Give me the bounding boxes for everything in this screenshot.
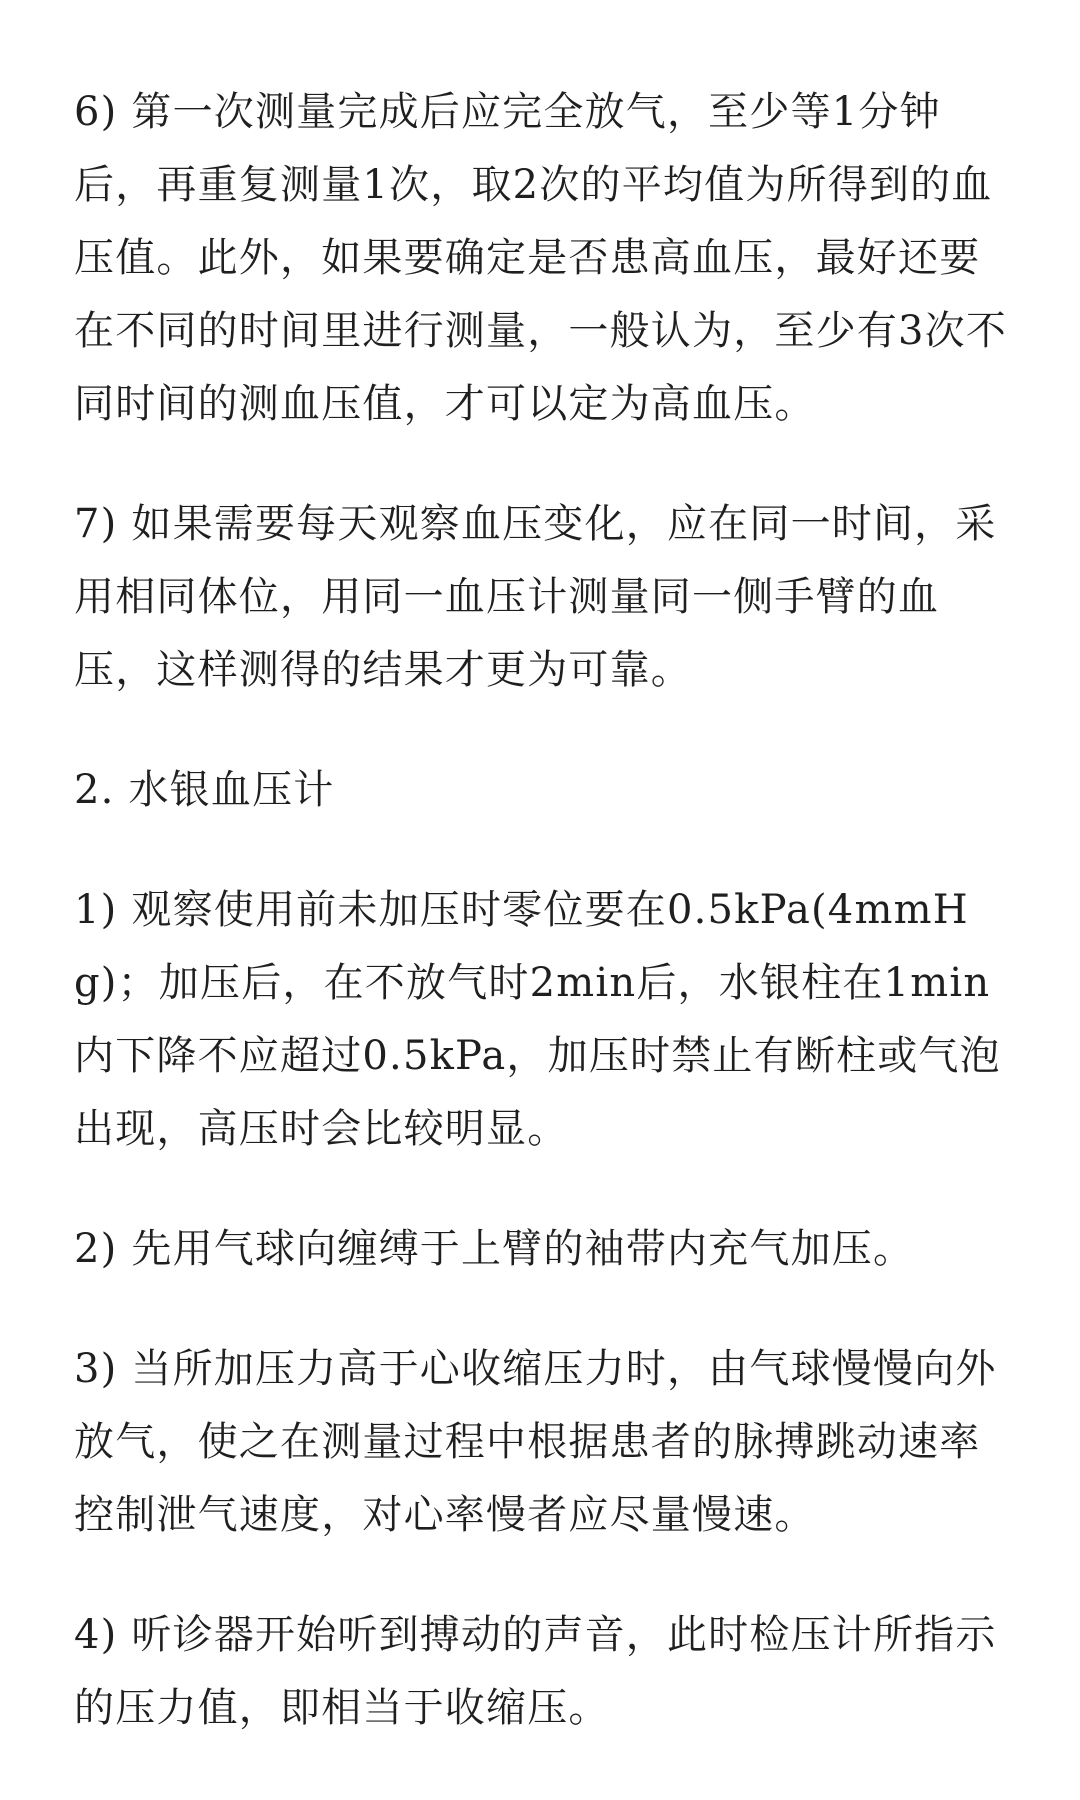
paragraph-step-7: 7) 如果需要每天观察血压变化，应在同一时间，采用相同体位，用同一血压计测量同一侧手臂的血压，这样测得的结果才更为可靠。 — [74, 501, 997, 693]
paragraph-mercury-step-4: 4) 听诊器开始听到搏动的声音，此时检压计所指示的压力值，即相当于收缩压。 — [74, 1612, 997, 1731]
section-heading-mercury-sphygmomanometer: 2. 水银血压计 — [74, 767, 335, 813]
paragraph-mercury-step-2: 2) 先用气球向缠缚于上臂的袖带内充气加压。 — [74, 1226, 915, 1272]
article-body — [74, 76, 1010, 1792]
paragraph-mercury-step-3: 3) 当所加压力高于心收缩压力时，由气球慢慢向外放气，使之在测量过程中根据患者的脉搏跳动速率控制泄气速度，对心率慢者应尽量慢速。 — [74, 1346, 997, 1538]
paragraph-mercury-step-1: 1) 观察使用前未加压时零位要在0.5kPa(4mmHg)；加压后，在不放气时2min后，水银柱在1min内下降不应超过0.5kPa，加压时禁止有断柱或气泡出现，高压时会比较明显。 — [74, 887, 1001, 1152]
paragraph-step-6: 6) 第一次测量完成后应完全放气，至少等1分钟后，再重复测量1次，取2次的平均值为所得到的血压值。此外，如果要确定是否患高血压，最好还要在不同的时间里进行测量，一般认为，至少有3次不同时间的测血压值，才可以定为高血压。 — [74, 89, 1008, 427]
